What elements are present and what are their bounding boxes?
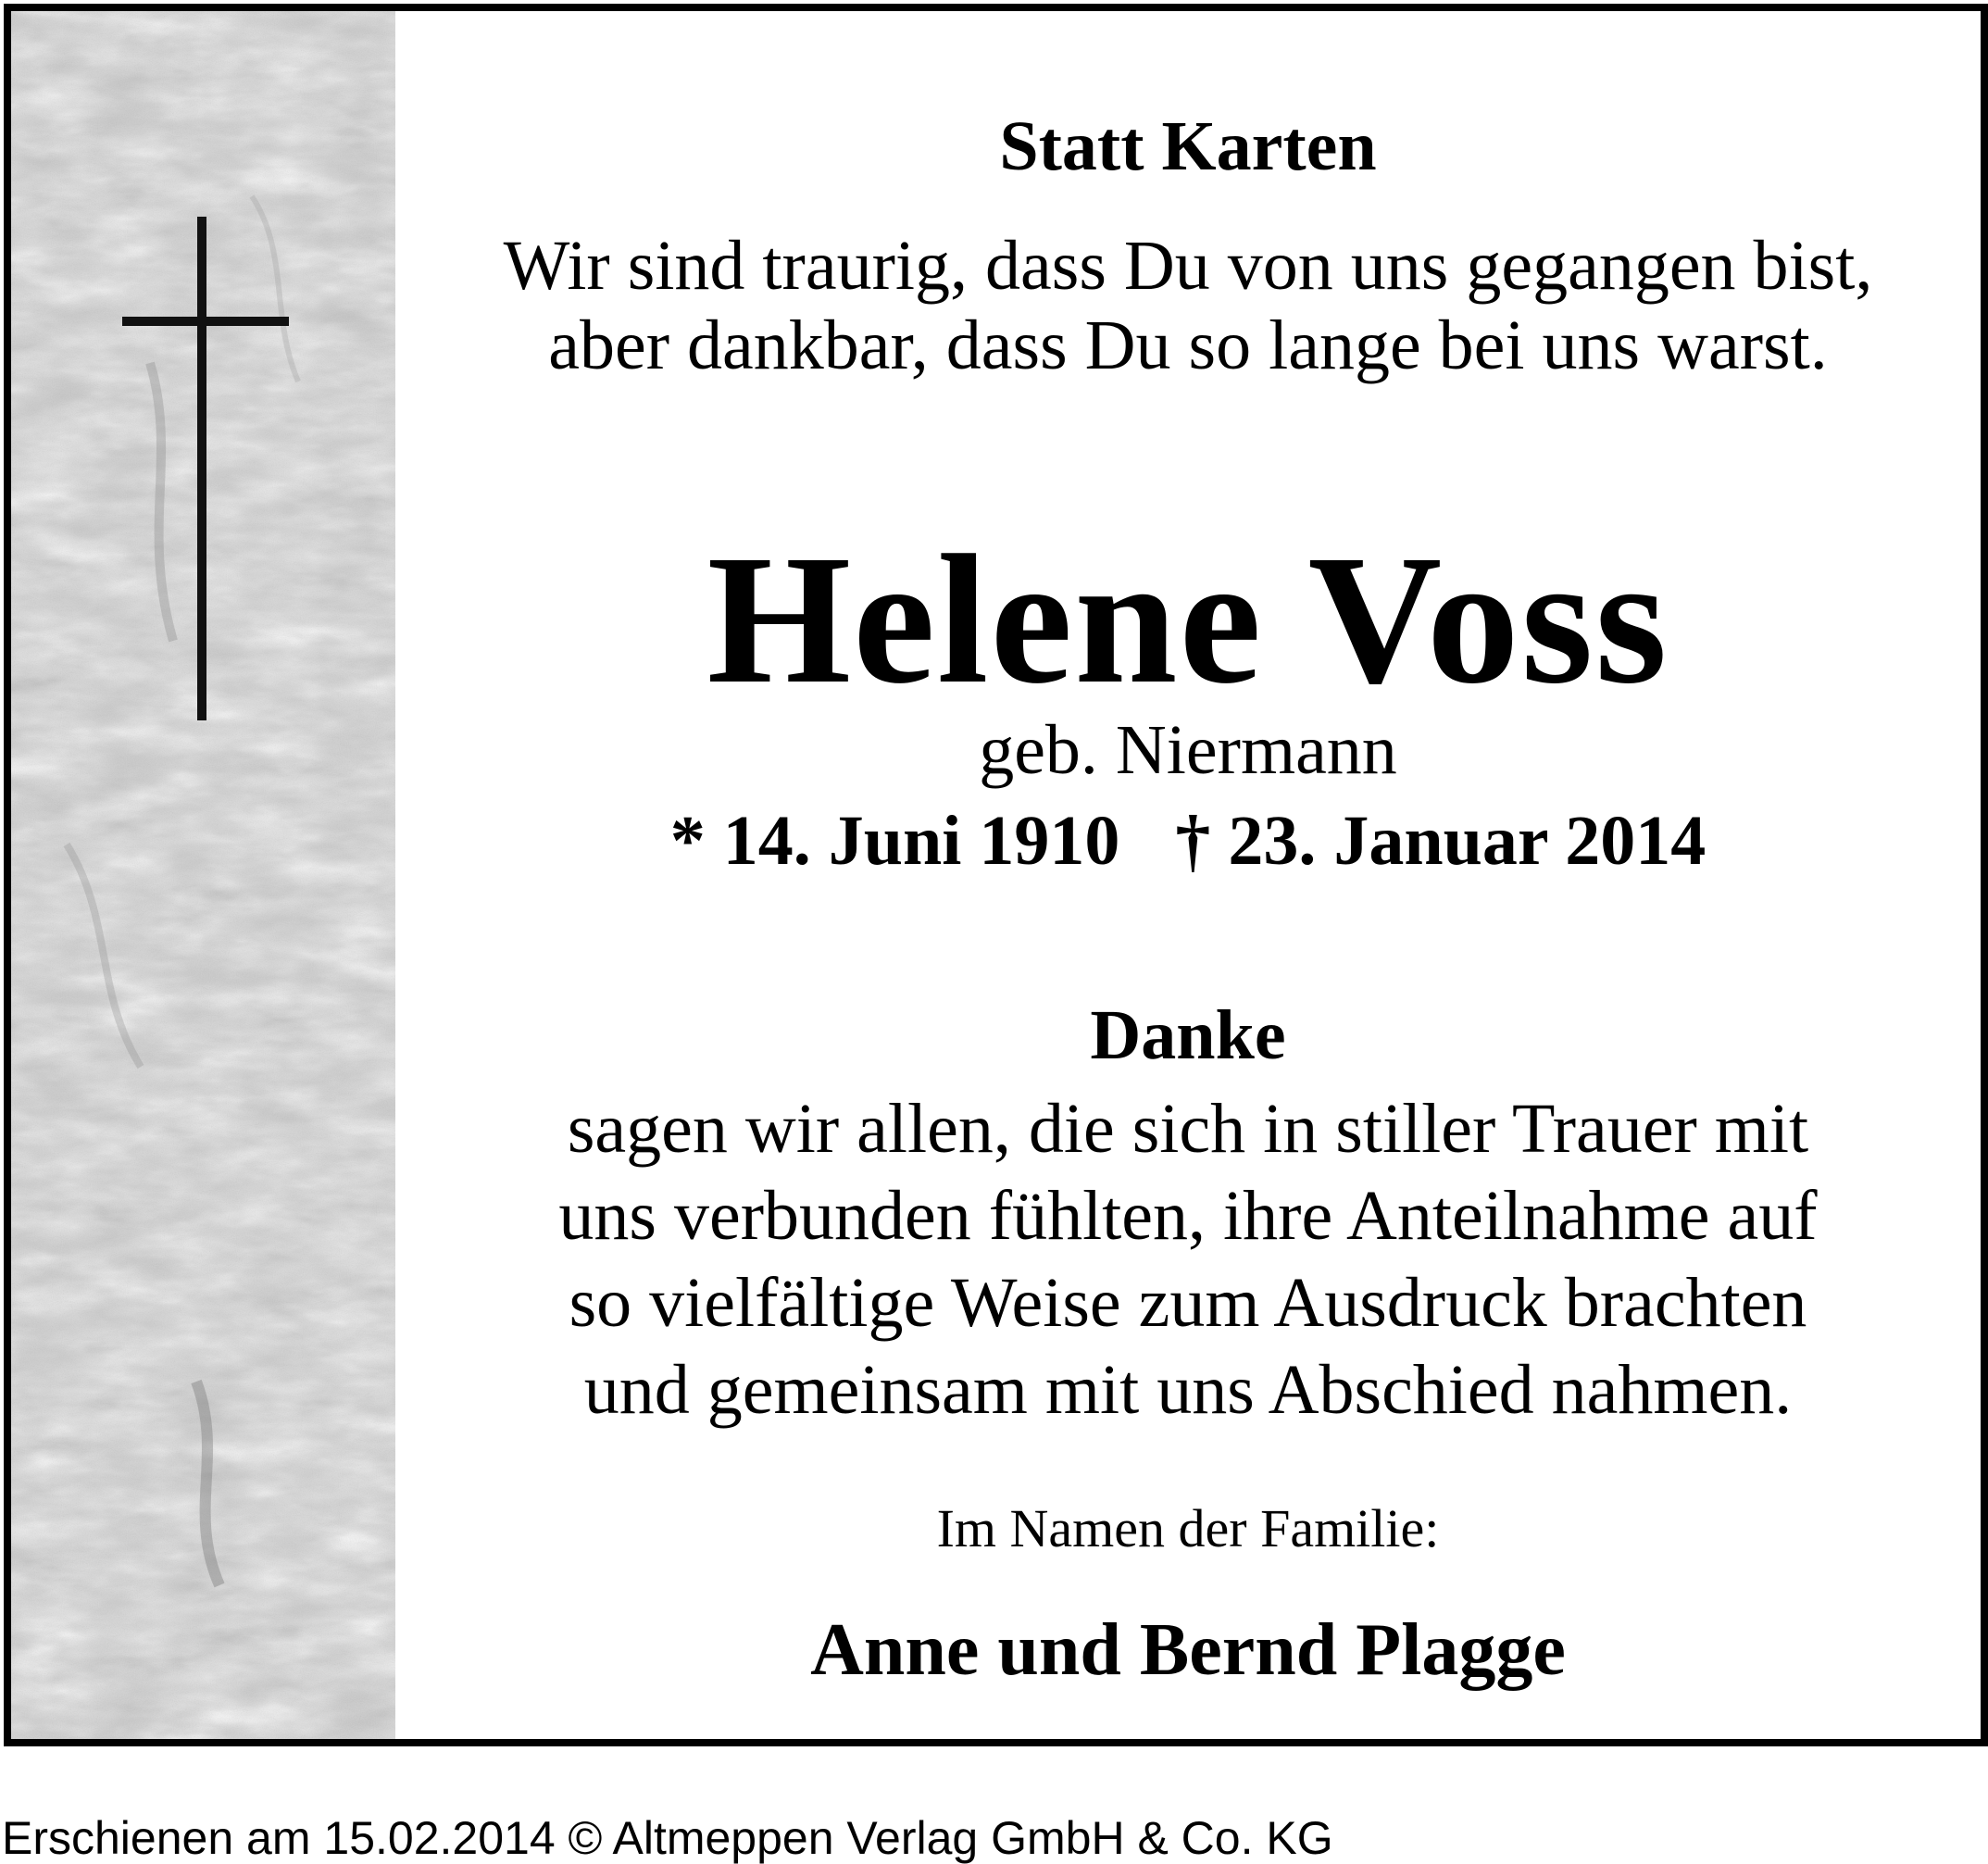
family-intro: Im Namen der Familie:: [936, 1498, 1440, 1558]
quote-line-1: Wir sind traurig, dass Du von uns gegangen bist,: [503, 227, 1873, 305]
thanks-line: sagen wir allen, die sich in stiller Trauer mit: [567, 1090, 1809, 1168]
signers: Anne und Bernd Plagge: [810, 1609, 1566, 1691]
quote-line-2: aber dankbar, dass Du so lange bei uns warst.: [548, 306, 1828, 384]
obituary-frame: [4, 4, 1988, 1746]
thanks-line: uns verbunden fühlten, ihre Anteilnahme auf: [558, 1177, 1818, 1255]
death-date: † 23. Januar 2014: [1175, 802, 1707, 880]
quote: [395, 226, 1981, 385]
birth-date: * 14. Juni 1910: [669, 802, 1120, 880]
marble-panel: [11, 11, 395, 1739]
notice-content: [395, 11, 1981, 1739]
maiden-name: geb. Niermann: [979, 711, 1397, 789]
thanks-line: so vielfältige Weise zum Ausdruck brachten: [569, 1264, 1807, 1342]
thanks-line: und gemeinsam mit uns Abschied nahmen.: [583, 1351, 1793, 1429]
life-dates: [395, 802, 1981, 880]
notice-heading: Statt Karten: [999, 107, 1377, 185]
deceased-name: Helene Voss: [706, 518, 1669, 722]
marble-texture: [11, 11, 395, 1739]
thanks-text: [395, 1085, 1981, 1433]
thanks-heading: Danke: [1090, 996, 1286, 1074]
publication-footer: Erschienen am 15.02.2014 © Altmeppen Verlag GmbH & Co. KG: [2, 1812, 1333, 1864]
